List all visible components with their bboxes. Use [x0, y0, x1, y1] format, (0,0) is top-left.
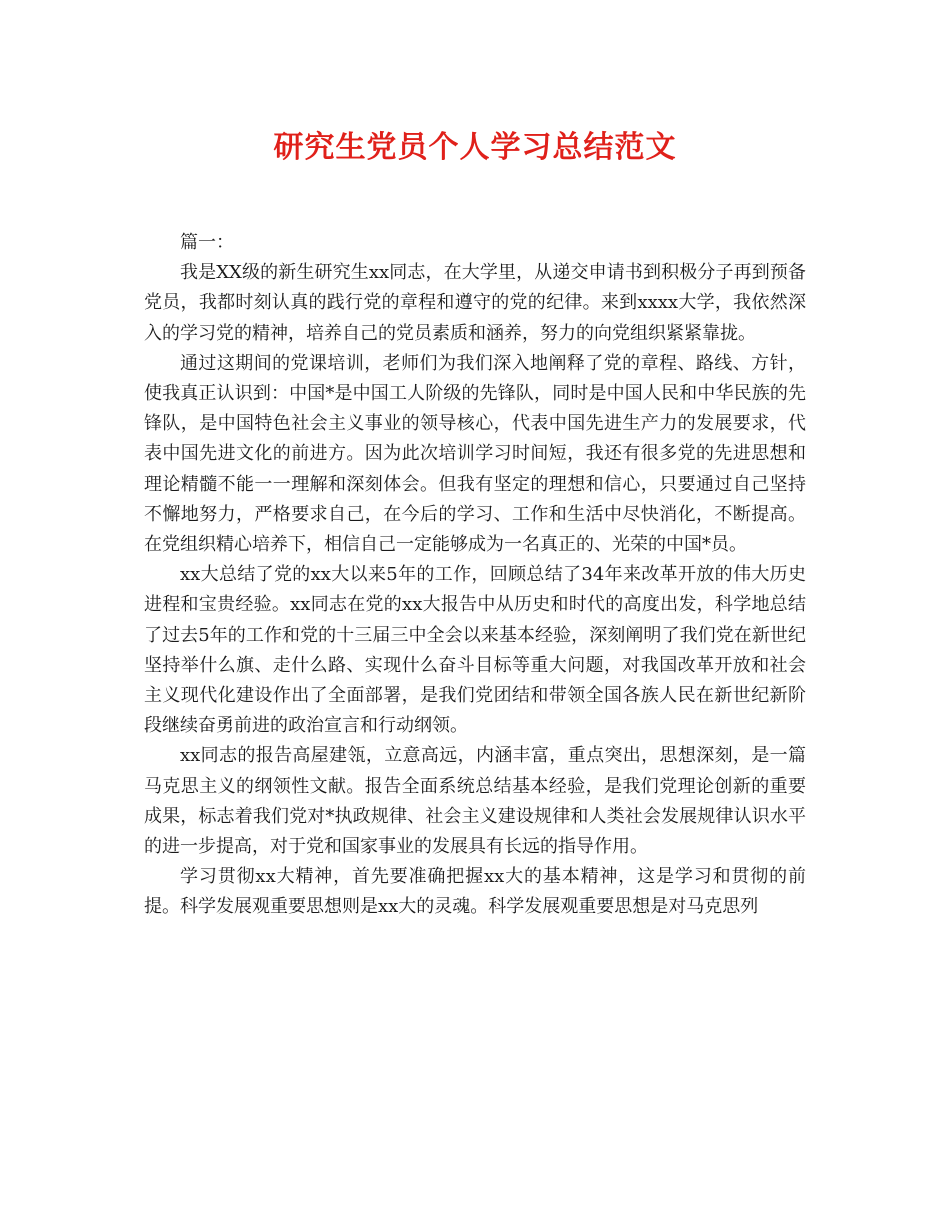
paragraph-3: xx大总结了党的xx大以来5年的工作，回顾总结了34年来改革开放的伟大历史进程和宝贵经验。xx同志在党的xx大报告中从历史和时代的高度出发，科学地总结了过去5年的工作和党的十三届三中全会以来基本经验，深刻阐明了我们党在新世纪坚持举什么旗、走什么路、实现什么奋斗目标等重大问题，对我国改革开放和社会主义现代化建设作出了全面部署，是我们党团结和带领全国各族人民在新世纪新阶段继续奋勇前进的政治宣言和行动纲领。	[144, 564, 806, 737]
document-body	[144, 228, 806, 923]
paragraph-5: 学习贯彻xx大精神，首先要准确把握xx大的基本精神，这是学习和贯彻的前提。科学发展观重要思想则是xx大的灵魂。科学发展观重要思想是对马克思列	[144, 866, 806, 918]
document-title: 研究生党员个人学习总结范文	[273, 130, 677, 165]
paragraph-2: 通过这期间的党课培训，老师们为我们深入地阐释了党的章程、路线、方针，使我真正认识到：中国*是中国工人阶级的先锋队，同时是中国人民和中华民族的先锋队，是中国特色社会主义事业的领导核心，代表中国先进生产力的发展要求，代表中国先进文化的前进方。因为此次培训学习时间短，我还有很多党的先进思想和理论精髓不能一一理解和深刻体会。但我有坚定的理想和信心，只要通过自己坚持不懈地努力，严格要求自己，在今后的学习、工作和生活中尽快消化，不断提高。在党组织精心培养下，相信自己一定能够成为一名真正的、光荣的中国*员。	[144, 352, 806, 556]
paragraph-4: xx同志的报告高屋建瓴，立意高远，内涵丰富，重点突出，思想深刻，是一篇马克思主义的纲领性文献。报告全面系统总结基本经验，是我们党理论创新的重要成果，标志着我们党对*执政规律、社会主义建设规律和人类社会发展规律认识水平的进一步提高，对于党和国家事业的发展具有长远的指导作用。	[144, 745, 806, 858]
section-label: 篇一：	[180, 232, 234, 253]
paragraph-1: 我是XX级的新生研究生xx同志，在大学里，从递交申请书到积极分子再到预备党员，我都时刻认真的践行党的章程和遵守的党的纪律。来到xxxx大学，我依然深入的学习党的精神，培养自己的党员素质和涵养，努力的向党组织紧紧靠拢。	[144, 262, 806, 344]
